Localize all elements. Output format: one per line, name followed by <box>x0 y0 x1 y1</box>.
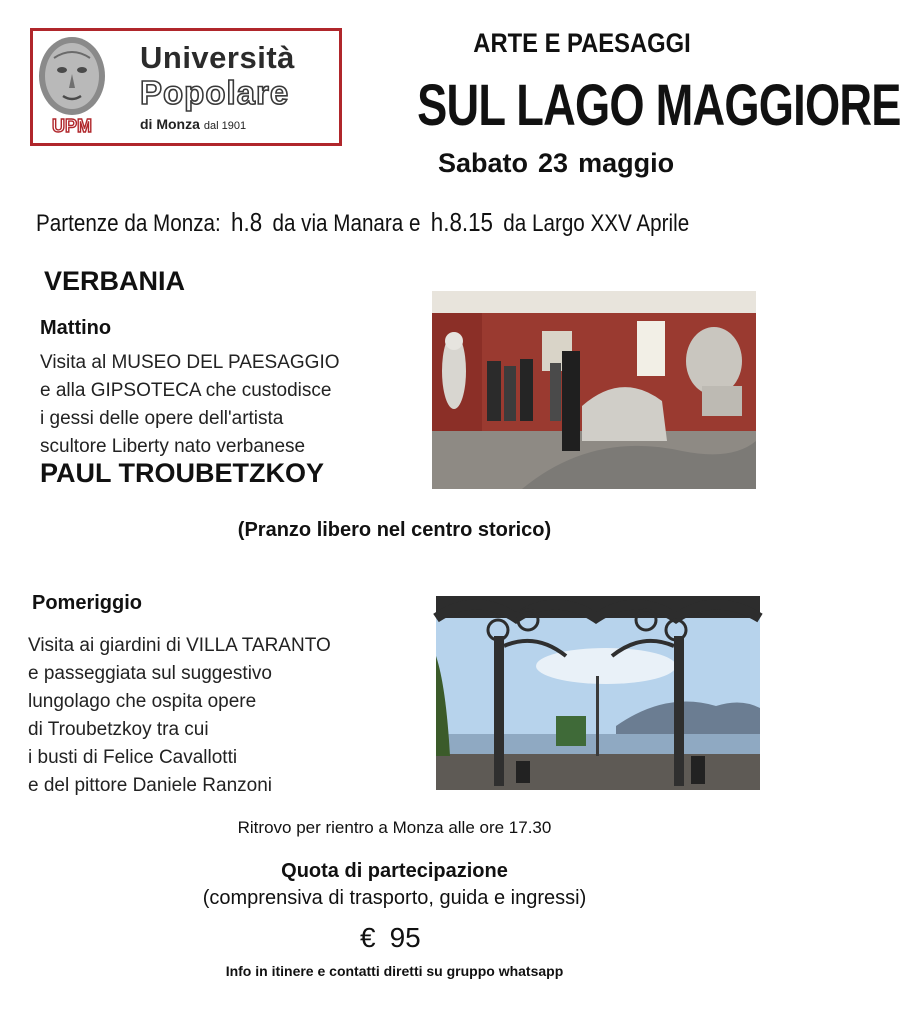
logo-popolare: Popolare <box>140 74 290 111</box>
morning-line: scultore Liberty nato verbanese <box>40 436 306 457</box>
artist-name: PAUL TROUBETZKOY <box>40 458 325 488</box>
event-day: 23 <box>538 148 569 178</box>
fee-heading: Quota di partecipazione <box>281 860 508 882</box>
whatsapp-info: Info in itinere e contatti diretti su gruppo whatsapp <box>225 963 564 979</box>
departure-place-1: da via Manara e <box>272 210 421 237</box>
morning-description <box>40 349 390 461</box>
logo-since: dal 1901 <box>203 120 247 132</box>
afternoon-heading: Pomeriggio <box>32 592 143 614</box>
event-month: maggio <box>578 148 675 178</box>
return-note: Ritrovo per rientro a Monza alle ore 17.30 <box>237 818 552 837</box>
afternoon-line: lungolago che ospita opere <box>28 691 257 712</box>
fee-price <box>360 922 421 954</box>
city-heading: VERBANIA <box>44 266 186 296</box>
upm-monogram-icon <box>50 110 100 140</box>
event-date <box>438 148 674 179</box>
afternoon-line: e del pittore Daniele Ranzoni <box>28 775 272 796</box>
departure-place-2: da Largo XXV Aprile <box>503 210 690 237</box>
fee-amount: 95 <box>389 922 421 953</box>
svg-text:UPM: UPM <box>52 116 92 136</box>
fee-details: (comprensiva di trasporto, guida e ingressi) <box>202 887 587 909</box>
lakefront-promenade-photo <box>436 596 760 790</box>
logo-universita: Università <box>140 40 295 75</box>
departures-prefix: Partenze da Monza: <box>36 210 221 237</box>
morning-line: e alla GIPSOTECA che custodisce <box>40 380 332 401</box>
afternoon-line: i busti di Felice Cavallotti <box>28 747 238 768</box>
event-weekday: Sabato <box>438 148 529 178</box>
logo-city: di Monza <box>140 116 200 132</box>
euro-symbol: € <box>360 922 376 953</box>
title-sul-lago-maggiore: SUL LAGO MAGGIORE <box>417 73 901 138</box>
lunch-note: (Pranzo libero nel centro storico) <box>237 519 552 541</box>
morning-heading: Mattino <box>40 317 112 339</box>
morning-line: i gessi delle opere dell'artista <box>40 408 284 429</box>
title-arte-e-paesaggi: ARTE E PAESAGGI <box>473 28 691 58</box>
departure-time-1: h.8 <box>231 207 263 237</box>
afternoon-line: di Troubetzkoy tra cui <box>28 719 209 740</box>
morning-line: Visita al MUSEO DEL PAESAGGIO <box>40 352 340 373</box>
logo-di-monza <box>140 116 246 132</box>
afternoon-line: e passeggiata sul suggestivo <box>28 663 272 684</box>
museum-gallery-photo <box>432 291 756 489</box>
departure-time-2: h.8.15 <box>430 207 493 237</box>
medallion-face-icon <box>36 34 108 118</box>
afternoon-line: Visita ai giardini di VILLA TARANTO <box>28 635 331 656</box>
afternoon-description <box>28 632 408 800</box>
departures-line <box>36 207 690 238</box>
